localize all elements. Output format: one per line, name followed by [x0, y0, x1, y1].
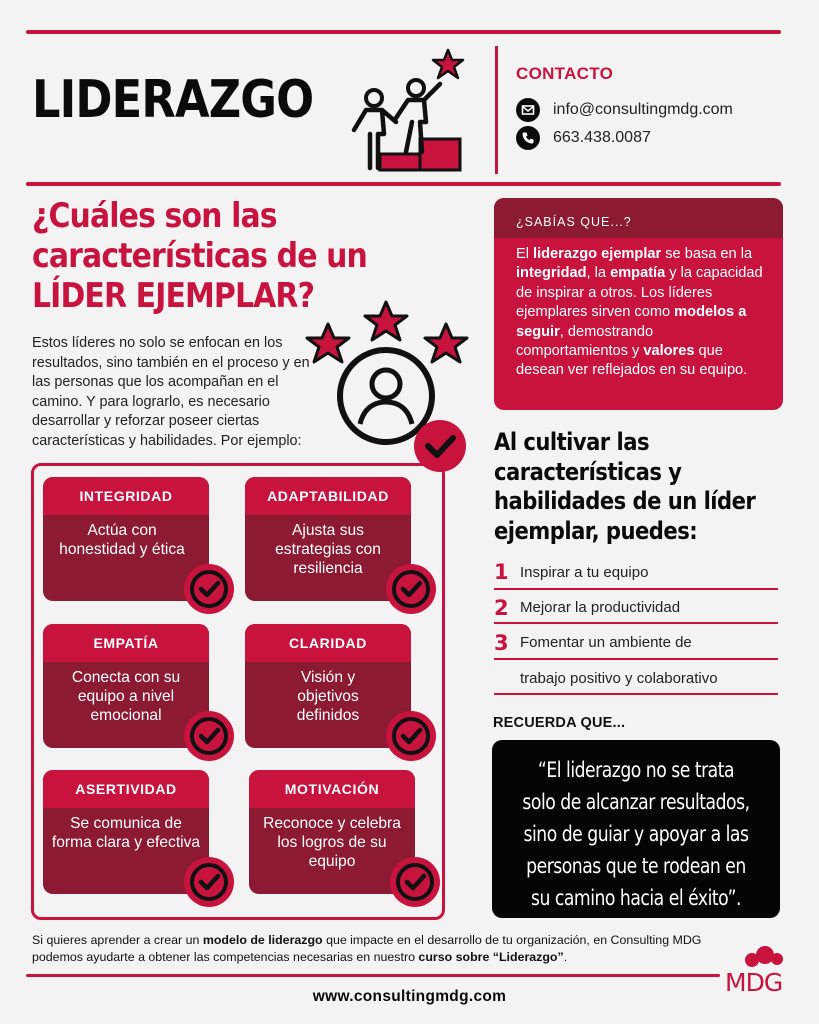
card-asertividad — [43, 770, 209, 894]
benefit-text: trabajo positivo y colaborativo — [520, 670, 718, 687]
phone-icon — [516, 126, 540, 150]
leader-stars-icon — [300, 296, 480, 476]
mdg-logo-text: MDG — [725, 968, 783, 997]
check-icon — [389, 856, 441, 908]
podium-leaders-icon — [344, 44, 474, 174]
did-you-know-text: El liderazgo ejemplar se basa en la integridad, la empatía y la capacidad de inspirar a otros. Los líderes ejemplares sirven como modelos a seguir, demostrando comportamientos y valores que desean ver reflejados en su equipo. — [516, 246, 763, 379]
reminder-title: RECUERDA QUE... — [493, 715, 626, 731]
card-integridad — [43, 477, 209, 601]
main-heading-line: características de un — [32, 236, 367, 276]
benefit-text: Inspirar a tu equipo — [520, 564, 649, 581]
benefits-heading-line: habilidades de un líder — [494, 487, 756, 515]
benefit-number: 2 — [494, 596, 509, 620]
intro-paragraph: Estos líderes no solo se enfocan en los resultados, sino también en el proceso y en las personas que los acompañan en el camino. Y para lograrlo, es necesario desarrollar y reforzar poseer ciertas características y habilidades. Por ejemplo: — [32, 335, 310, 449]
card-text: Ajusta sus estrategias con resiliencia — [275, 522, 381, 577]
contact-email[interactable]: info@consultingmdg.com — [553, 101, 733, 118]
card-title: ADAPTABILIDAD — [245, 477, 411, 515]
quote-text: “El liderazgo no se trata solo de alcanzar resultados, sino de guiar y apoyar a las personas que te rodean en su camino hacia el éxito”. — [522, 758, 750, 910]
header-divider — [495, 46, 498, 174]
check-icon — [183, 563, 235, 615]
benefit-divider — [494, 622, 778, 624]
card-text: Actúa con honestidad y ética — [59, 522, 185, 558]
card-text: Reconoce y celebra los logros de su equipo — [263, 815, 401, 870]
contact-phone[interactable]: 663.438.0087 — [553, 129, 651, 146]
main-heading-line: ¿Cuáles son las — [32, 196, 277, 236]
card-adaptabilidad — [245, 477, 411, 601]
main-heading-line: LÍDER EJEMPLAR? — [32, 276, 315, 316]
card-claridad — [245, 624, 411, 748]
benefit-divider — [494, 588, 778, 590]
check-icon — [183, 856, 235, 908]
check-icon — [183, 710, 235, 762]
benefits-heading-line: ejemplar, puedes: — [494, 516, 698, 545]
benefit-number: 1 — [494, 560, 509, 584]
website-link[interactable]: www.consultingmdg.com — [312, 988, 507, 1005]
card-title: CLARIDAD — [245, 624, 411, 662]
check-icon — [385, 710, 437, 762]
card-text: Conecta con su equipo a nivel emocional — [71, 669, 181, 724]
mdg-logo-icon — [738, 944, 788, 970]
card-empatia — [43, 624, 209, 748]
benefit-text: Mejorar la productividad — [520, 599, 681, 616]
contact-phone-row[interactable] — [516, 126, 651, 150]
page-title: LIDERAZGO — [32, 70, 314, 130]
contact-email-row[interactable] — [516, 98, 733, 122]
card-title: MOTIVACIÓN — [249, 770, 415, 808]
card-text: Se comunica de forma clara y efectiva — [51, 815, 201, 851]
benefit-divider — [494, 658, 778, 660]
card-text: Visión y objetivos definidos — [296, 669, 360, 724]
benefit-number: 3 — [494, 631, 509, 655]
header-bottom-rule — [26, 182, 781, 186]
quote-box — [492, 740, 780, 918]
did-you-know-box — [494, 198, 783, 410]
footer-rule — [26, 974, 720, 977]
check-icon — [385, 563, 437, 615]
card-title: INTEGRIDAD — [43, 477, 209, 515]
mail-icon — [516, 98, 540, 122]
benefit-text: Fomentar un ambiente de — [520, 634, 692, 651]
contact-title: CONTACTO — [516, 64, 614, 83]
card-title: EMPATÍA — [43, 624, 209, 662]
card-motivacion — [249, 770, 415, 894]
footer-paragraph: Si quieres aprender a crear un modelo de liderazgo que impacte en el desarrollo de tu organización, en Consulting MDG podemos ayudarte a obtener las competencias necesarias en nuestro curso sobre “Liderazgo”. — [32, 933, 702, 964]
card-title: ASERTIVIDAD — [43, 770, 209, 808]
benefits-heading — [494, 428, 758, 546]
top-rule — [26, 30, 781, 34]
benefits-heading-line: Al cultivar las — [494, 428, 650, 456]
benefits-heading-line: características y — [494, 457, 682, 486]
did-you-know-title: ¿SABÍAS QUE...? — [494, 198, 783, 238]
benefit-divider — [494, 693, 778, 695]
